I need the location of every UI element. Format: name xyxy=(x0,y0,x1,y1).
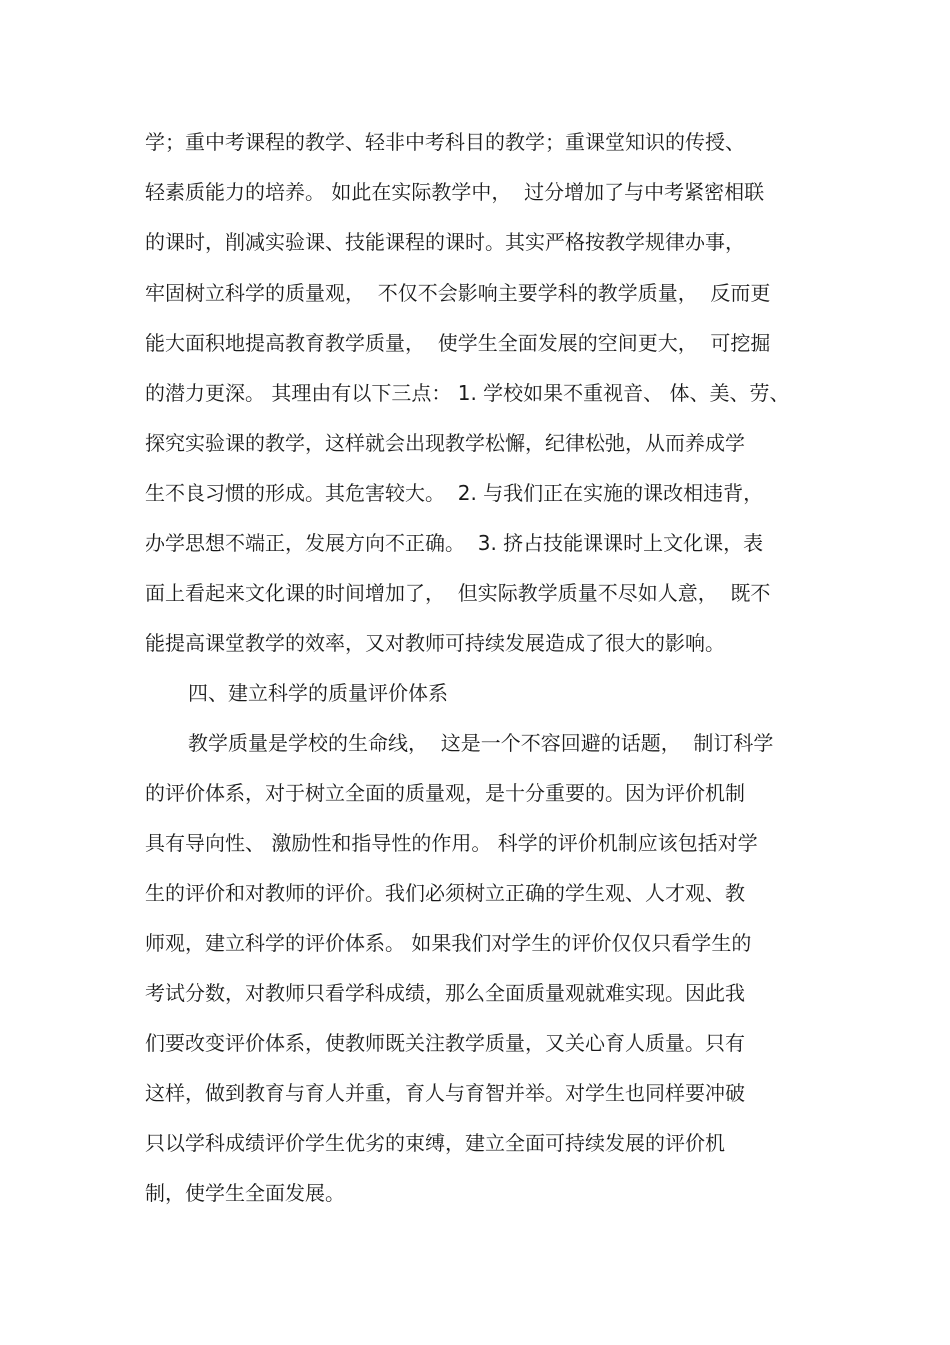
text-line: 牢固树立科学的质量观， 不仅不会影响主要学科的教学质量， 反而更 xyxy=(145,281,771,305)
text-line: 的评价体系，对于树立全面的质量观，是十分重要的。因为评价机制 xyxy=(145,781,745,805)
text-line: 生的评价和对教师的评价。我们必须树立正确的学生观、人才观、教 xyxy=(145,881,745,905)
section-heading: 四、建立科学的质量评价体系 xyxy=(188,681,448,705)
text-line: 学；重中考课程的教学、轻非中考科目的教学；重课堂知识的传授、 xyxy=(145,130,745,154)
text-line: 轻素质能力的培养。 如此在实际教学中， 过分增加了与中考紧密相联 xyxy=(145,180,765,204)
text-line: 面上看起来文化课的时间增加了， 但实际教学质量不尽如人意， 既不 xyxy=(145,581,771,605)
text-line: 能提高课堂教学的效率，又对教师可持续发展造成了很大的影响。 xyxy=(145,631,725,655)
text-line: 教学质量是学校的生命线， 这是一个不容回避的话题， 制订科学 xyxy=(188,731,774,755)
text-line: 的潜力更深。 其理由有以下三点： 1. 学校如果不重视音、 体、美、劳、 xyxy=(145,381,790,405)
text-line: 的课时，削减实验课、技能课程的课时。其实严格按教学规律办事， xyxy=(145,230,745,254)
text-line: 能大面积地提高教育教学质量， 使学生全面发展的空间更大， 可挖掘 xyxy=(145,331,771,355)
text-line: 制，使学生全面发展。 xyxy=(145,1181,345,1205)
text-line: 办学思想不端正，发展方向不正确。 3. 挤占技能课课时上文化课，表 xyxy=(145,531,764,555)
text-line: 探究实验课的教学，这样就会出现教学松懈，纪律松弛，从而养成学 xyxy=(145,431,745,455)
text-line: 只以学科成绩评价学生优劣的束缚，建立全面可持续发展的评价机 xyxy=(145,1131,725,1155)
text-line: 生不良习惯的形成。其危害较大。 2. 与我们正在实施的课改相违背， xyxy=(145,481,764,505)
text-line: 们要改变评价体系，使教师既关注教学质量，又关心育人质量。只有 xyxy=(145,1031,745,1055)
text-line: 具有导向性、 激励性和指导性的作用。 科学的评价机制应该包括对学 xyxy=(145,831,758,855)
text-line: 考试分数，对教师只看学科成绩，那么全面质量观就难实现。因此我 xyxy=(145,981,745,1005)
text-line: 这样，做到教育与育人并重，育人与育智并举。对学生也同样要冲破 xyxy=(145,1081,745,1105)
text-line: 师观，建立科学的评价体系。 如果我们对学生的评价仅仅只看学生的 xyxy=(145,931,752,955)
